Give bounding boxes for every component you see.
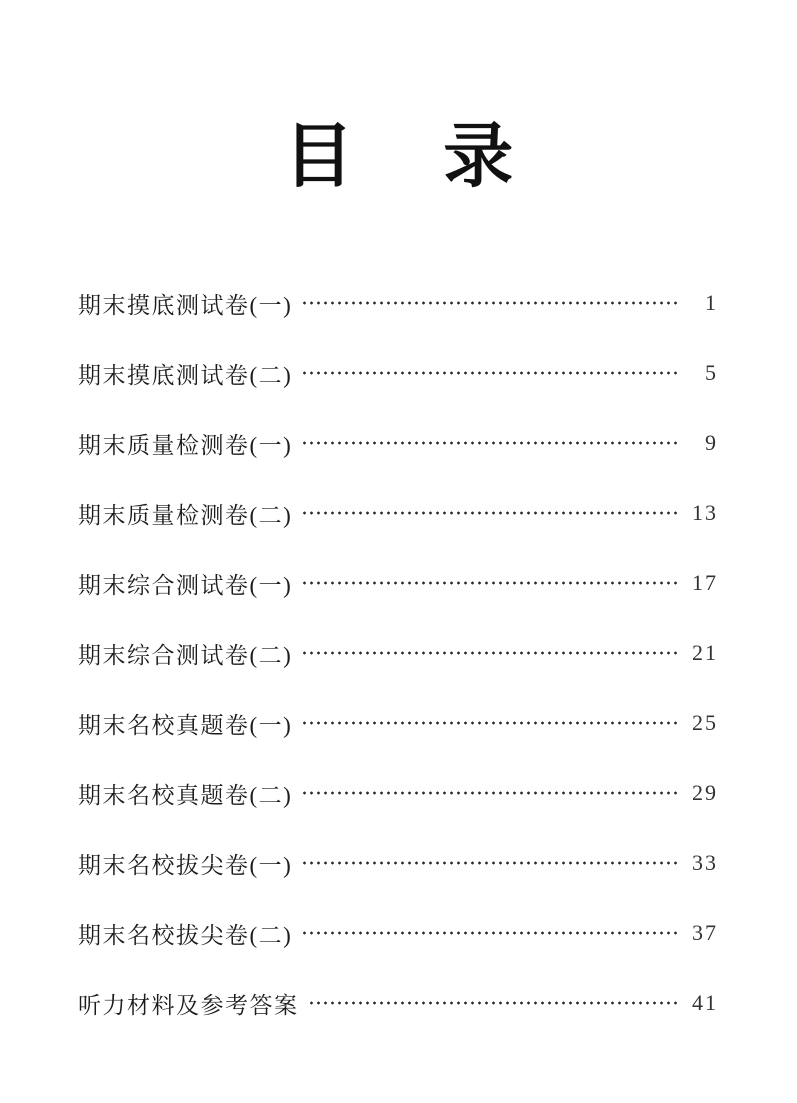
toc-entry [78,640,718,668]
toc-entry-page-number: 21 [692,640,718,665]
page-title-container [0,118,797,198]
toc-entry-page-number: 37 [692,920,718,945]
toc-entry-title: 期末名校拔尖卷(一) [78,852,293,878]
dot-leader [301,711,678,735]
toc-entry-page-number: 33 [692,850,718,875]
dot-leader [308,991,679,1015]
toc-entry-title: 期末摸底测试卷(一) [78,292,293,318]
toc-entry-page-number: 41 [692,990,718,1015]
toc-entry-page-number: 5 [705,360,718,385]
toc-entry [78,570,718,598]
toc-entry-page-number: 17 [692,570,718,595]
dot-leader [301,641,678,665]
toc-entry [78,290,718,318]
toc-entry-title: 期末质量检测卷(二) [78,502,293,528]
toc-entry-title: 期末名校真题卷(一) [78,712,293,738]
table-of-contents [78,290,718,1018]
dot-leader [301,921,678,945]
toc-entry-title: 期末综合测试卷(二) [78,642,293,668]
dot-leader [301,291,678,315]
page-title: 目 录 [283,119,524,196]
toc-entry-page-number: 13 [692,500,718,525]
dot-leader [301,361,678,385]
toc-entry-title: 期末质量检测卷(一) [78,432,293,458]
dot-leader [301,431,678,455]
toc-entry [78,990,718,1018]
dot-leader [301,851,678,875]
toc-entry [78,500,718,528]
toc-entry [78,710,718,738]
toc-entry-title: 期末综合测试卷(一) [78,572,293,598]
toc-entry-page-number: 9 [705,430,718,455]
dot-leader [301,501,678,525]
dot-leader [301,781,678,805]
toc-entry [78,360,718,388]
toc-entry [78,430,718,458]
toc-entry-title: 期末名校真题卷(二) [78,782,293,808]
toc-entry-title: 期末摸底测试卷(二) [78,362,293,388]
toc-entry-title: 期末名校拔尖卷(二) [78,922,293,948]
toc-entry [78,780,718,808]
toc-entry-title: 听力材料及参考答案 [78,992,299,1018]
toc-entry-page-number: 29 [692,780,718,805]
dot-leader [301,571,678,595]
toc-entry [78,850,718,878]
toc-entry [78,920,718,948]
toc-entry-page-number: 25 [692,710,718,735]
toc-entry-page-number: 1 [705,290,718,315]
